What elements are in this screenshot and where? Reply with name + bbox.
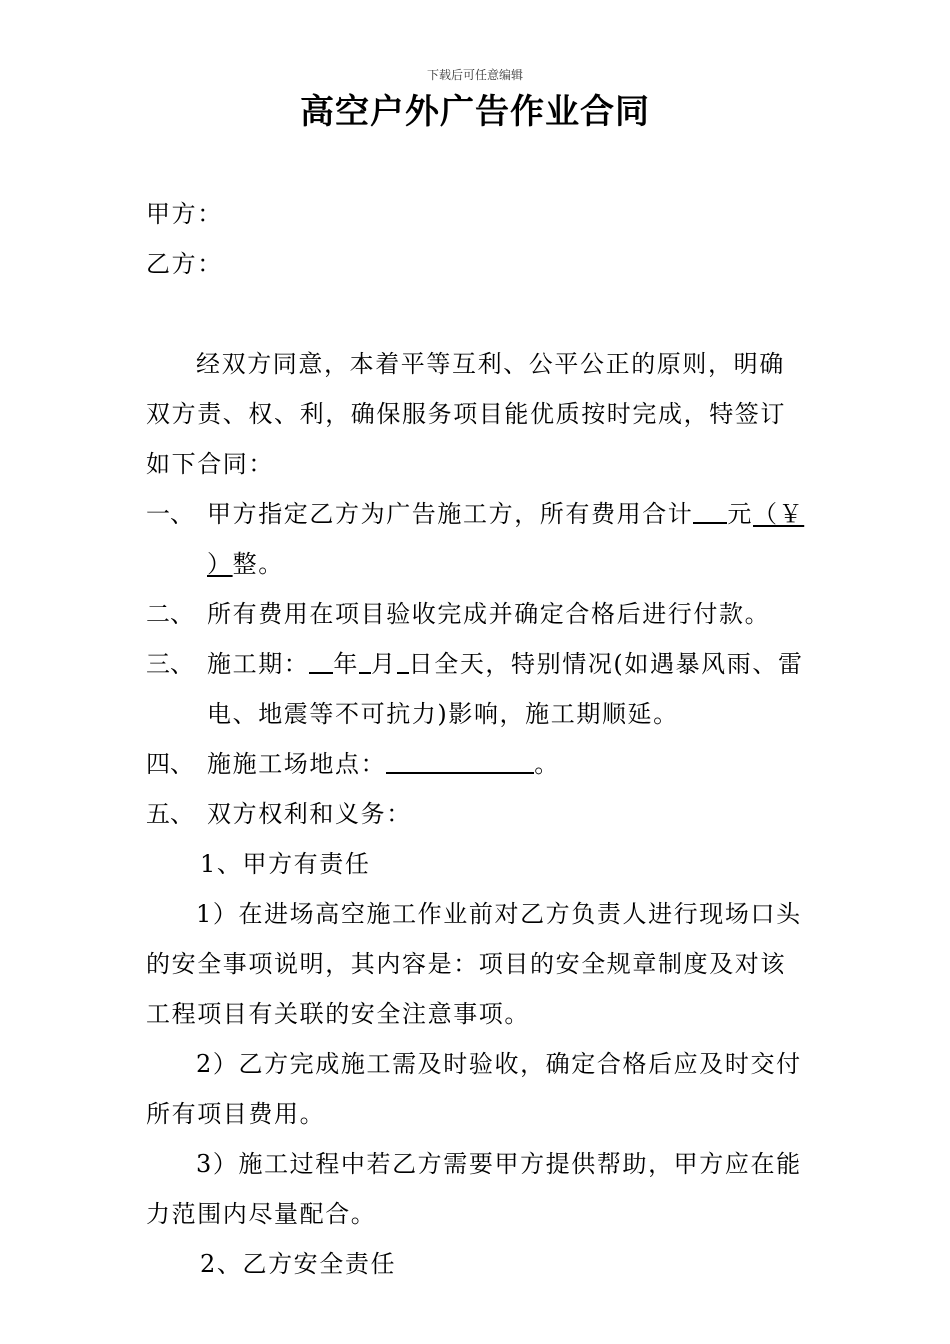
- clause-3-label: 施工期：: [207, 650, 310, 678]
- clause-3-rest: 日全天，特别情况(如遇暴风雨、雷: [408, 650, 804, 678]
- clause-5-text: 双方权利和义务：: [207, 800, 412, 828]
- clause-3-line-1: [207, 644, 808, 679]
- clause-1-rmb-close: ）: [207, 550, 233, 578]
- a-item-2-line-2: 所有项目费用。: [146, 1100, 326, 1128]
- intro-line-2: 双方责、权、利，确保服务项目能优质按时完成，特签订: [146, 400, 786, 428]
- clause-1-rmb-open: （￥: [753, 500, 805, 528]
- clause-1-line-2: [207, 544, 808, 579]
- clause-1-end: 整。: [232, 550, 284, 578]
- party-a-heading: 1、甲方有责任: [200, 850, 371, 878]
- clause-4-line: [207, 744, 808, 779]
- intro-line-1: 经双方同意，本着平等互利、公平公正的原则，明确: [196, 350, 785, 378]
- clause-4-text: 施施工场地点：: [207, 750, 387, 778]
- party-a-label: 甲方：: [146, 200, 223, 228]
- amount-blank: [693, 500, 727, 524]
- clause-4-number: 四、: [146, 750, 194, 778]
- clause-3-line-2: 电、地震等不可抗力)影响，施工期顺延。: [207, 700, 679, 728]
- day-blank: [397, 650, 409, 674]
- clause-2-number: 二、: [146, 600, 194, 628]
- clause-1-yuan: 元: [727, 500, 754, 528]
- clause-1-line-1: [207, 494, 808, 529]
- a-item-1-line-2: 的安全事项说明，其内容是：项目的安全规章制度及对该: [146, 950, 786, 978]
- a-item-3-line-2: 力范围内尽量配合。: [146, 1200, 377, 1228]
- document-title: 高空户外广告作业合同: [300, 92, 650, 132]
- clause-3-year: 年: [333, 650, 360, 678]
- a-item-1-line-1: 1）在进场高空施工作业前对乙方负责人进行现场口头: [196, 900, 802, 928]
- clause-1-text: 甲方指定乙方为广告施工方，所有费用合计: [207, 500, 694, 528]
- clause-4-end: 。: [534, 750, 560, 778]
- month-blank: [359, 650, 371, 674]
- intro-line-3: 如下合同：: [146, 450, 274, 478]
- clause-1-number: 一、: [146, 500, 194, 528]
- clause-3-number: 三、: [146, 650, 194, 678]
- header-note: 下载后可任意编辑: [426, 68, 523, 82]
- clause-5-number: 五、: [146, 800, 194, 828]
- year-blank: [309, 650, 333, 674]
- a-item-2-line-1: 2）乙方完成施工需及时验收，确定合格后应及时交付: [196, 1050, 802, 1078]
- clause-3-month: 月: [371, 650, 397, 678]
- location-blank: [386, 750, 534, 774]
- a-item-1-line-3: 工程项目有关联的安全注意事项。: [146, 1000, 530, 1028]
- clause-2-text: 所有费用在项目验收完成并确定合格后进行付款。: [207, 600, 771, 628]
- party-b-label: 乙方：: [146, 250, 223, 278]
- party-b-heading: 2、乙方安全责任: [200, 1250, 397, 1278]
- a-item-3-line-1: 3）施工过程中若乙方需要甲方提供帮助，甲方应在能: [196, 1150, 802, 1178]
